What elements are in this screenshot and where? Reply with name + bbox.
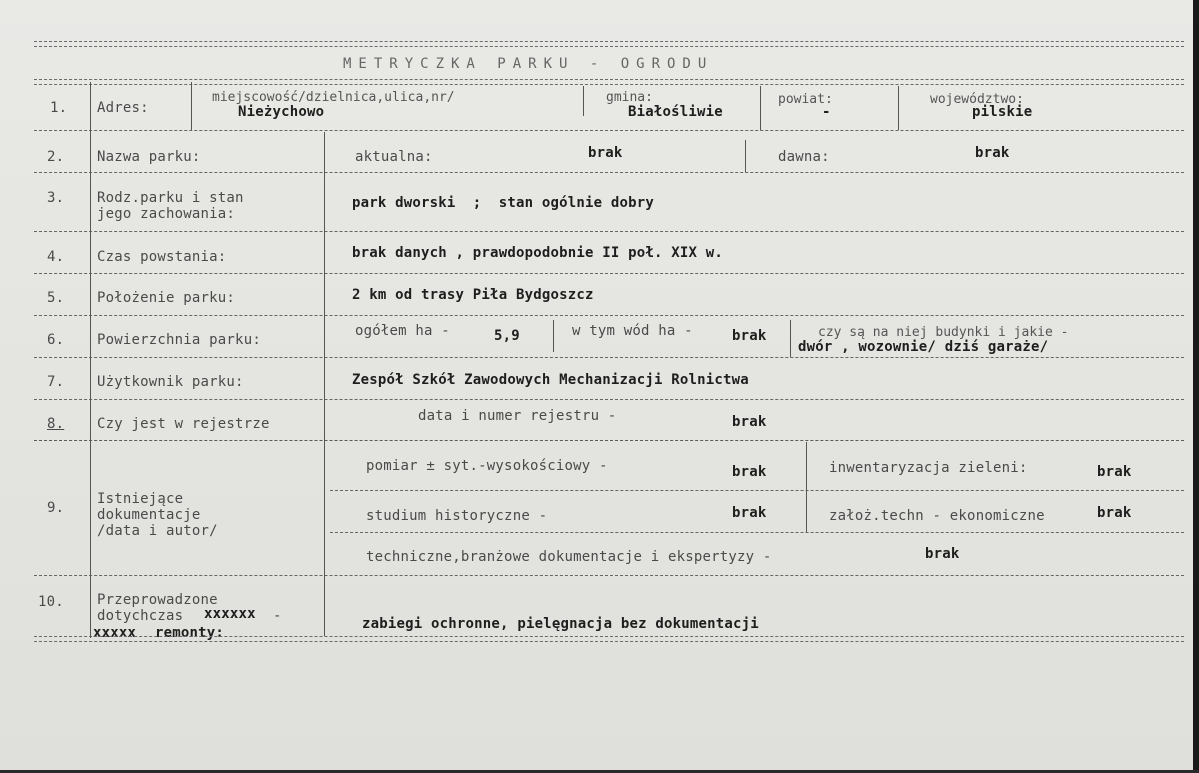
header-divider	[34, 79, 1184, 85]
register-value: brak	[732, 414, 767, 430]
row-5-number: 5.	[47, 290, 65, 306]
row-10-number: 10.	[38, 594, 64, 610]
row-7-number: 7.	[47, 374, 65, 390]
tech-econ-label: założ.techn - ekonomiczne	[829, 508, 1045, 524]
name-separator	[745, 140, 746, 172]
area-total-value: 5,9	[494, 328, 520, 344]
left-column-separator	[90, 82, 91, 638]
voivodeship-label: województwo:	[930, 92, 1024, 107]
row-3-divider	[34, 231, 1184, 232]
row-8-number: 8.	[47, 416, 65, 432]
history-study-label: studium historyczne -	[366, 508, 548, 524]
locality-label: miejscowość/dzielnica,ulica,nr/	[212, 90, 455, 105]
area-separator-2	[790, 320, 791, 357]
inventory-label: inwentaryzacja zieleni:	[829, 460, 1028, 476]
user-value: Zespół Szkół Zawodowych Mechanizacji Rolnictwa	[352, 372, 749, 388]
label-column-separator	[324, 132, 325, 636]
row-2-number: 2.	[47, 149, 65, 165]
row-5-divider	[34, 315, 1184, 316]
row-1-label: Adres:	[97, 100, 149, 116]
row-10-struck-text-1: xxxxxx	[204, 606, 256, 622]
row-6-label: Powierzchnia parku:	[97, 332, 261, 348]
right-edge-bar	[1193, 0, 1199, 773]
maintenance-value: zabiegi ochronne, pielęgnacja bez dokumentacji	[362, 616, 759, 632]
bottom-border	[34, 636, 1184, 642]
address-separator-3	[760, 86, 761, 130]
row-3-label-line1: Rodz.parku i stan	[97, 190, 244, 206]
register-label: data i numer rejestru -	[418, 408, 617, 424]
row-10-label-line1: Przeprowadzone	[97, 592, 218, 608]
locality-value: Nieżychowo	[238, 104, 325, 120]
water-area-label: w tym wód ha -	[572, 323, 693, 339]
row-7-divider	[34, 399, 1184, 400]
row-7-label: Użytkownik parku:	[97, 374, 244, 390]
area-total-label: ogółem ha -	[355, 323, 450, 339]
row-9-subdivider-1	[330, 490, 1184, 491]
park-type-value: park dworski ; stan ogólnie dobry	[352, 195, 655, 211]
row-6-number: 6.	[47, 332, 65, 348]
row-2-label: Nazwa parku:	[97, 149, 201, 165]
survey-label: pomiar ± syt.-wysokościowy -	[366, 458, 608, 474]
row-10-struck-text-2: xxxxx	[93, 625, 137, 641]
row-8-label: Czy jest w rejestrze	[97, 416, 270, 432]
row-8-divider	[34, 440, 1184, 441]
row-10-label-line3: remonty:	[155, 625, 225, 641]
creation-time-value: brak danych , prawdopodobnie II poł. XIX w.	[352, 245, 724, 261]
row-2-divider	[34, 172, 1184, 173]
row-3-number: 3.	[47, 190, 65, 206]
row-1-divider	[34, 130, 1184, 131]
row-3-label-line2: jego zachowania:	[97, 206, 236, 222]
gmina-label: gmina:	[606, 90, 653, 105]
address-separator-1	[191, 82, 192, 130]
buildings-value: dwór , wozownie/ dziś garaże/	[798, 339, 1049, 355]
row-6-divider	[34, 357, 1184, 358]
row-9-number: 9.	[47, 500, 65, 516]
technical-docs-label: techniczne,branżowe dokumentacje i ekspertyzy -	[366, 549, 772, 565]
row-9-label-line3: /data i autor/	[97, 523, 218, 539]
address-separator-2	[583, 86, 584, 116]
address-separator-4	[898, 86, 899, 130]
current-name-value: brak	[588, 145, 623, 161]
row-10-dash: -	[273, 608, 282, 624]
row-4-label: Czas powstania:	[97, 249, 227, 265]
row-9-label-line2: dokumentacje	[97, 507, 201, 523]
area-separator-1	[553, 320, 554, 352]
row-5-label: Położenie parku:	[97, 290, 236, 306]
buildings-label: czy są na niej budynki i jakie -	[818, 325, 1069, 340]
survey-value: brak	[732, 464, 767, 480]
docs-separator	[806, 442, 807, 532]
current-name-label: aktualna:	[355, 149, 433, 165]
card-title: METRYCZKA PARKU - OGRODU	[343, 56, 714, 72]
former-name-label: dawna:	[778, 149, 830, 165]
row-1-number: 1.	[50, 100, 68, 116]
powiat-label: powiat:	[778, 92, 833, 107]
row-4-divider	[34, 273, 1184, 274]
gmina-value: Białośliwie	[628, 104, 723, 120]
voivodeship-value: pilskie	[972, 104, 1033, 120]
tech-econ-value: brak	[1097, 505, 1132, 521]
inventory-value: brak	[1097, 464, 1132, 480]
former-name-value: brak	[975, 145, 1010, 161]
technical-docs-value: brak	[925, 546, 960, 562]
history-study-value: brak	[732, 505, 767, 521]
water-area-value: brak	[732, 328, 767, 344]
row-9-subdivider-2	[330, 532, 1184, 533]
powiat-value: -	[822, 104, 831, 120]
row-9-label-line1: Istniejące	[97, 491, 184, 507]
top-border	[34, 41, 1184, 47]
location-value: 2 km od trasy Piła Bydgoszcz	[352, 287, 594, 303]
row-9-divider	[34, 575, 1184, 576]
row-10-label-line2: dotychczas	[97, 608, 184, 624]
row-4-number: 4.	[47, 249, 65, 265]
